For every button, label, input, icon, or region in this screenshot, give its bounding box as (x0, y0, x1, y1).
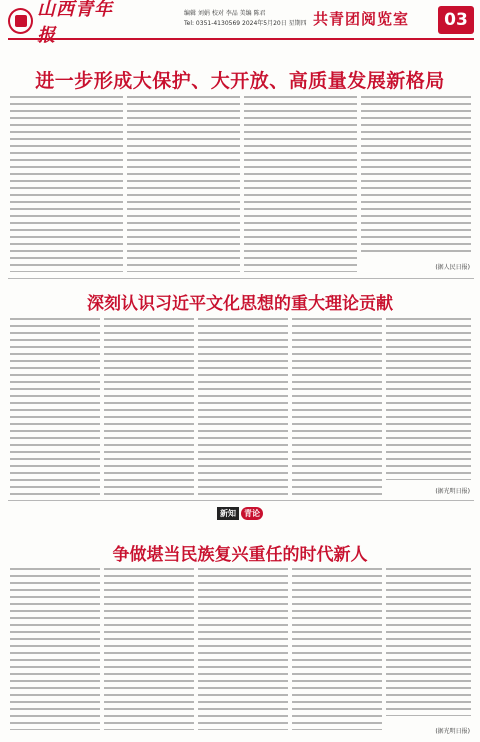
article2-col2 (104, 318, 194, 496)
article3-col1 (10, 568, 100, 730)
divider-1 (8, 278, 474, 279)
article2-col3 (198, 318, 288, 496)
article1-col2 (127, 96, 240, 272)
divider-2 (8, 500, 474, 501)
column-label-left: 新知 (217, 507, 239, 520)
article2-headline: 深刻认识习近平文化思想的重大理论贡献 (87, 294, 393, 314)
section-title: 共青团阅览室 (313, 10, 410, 28)
page-number: 03 (438, 6, 474, 34)
logo-seal-icon (8, 8, 33, 34)
logo-text: 山西青年报 (37, 0, 114, 46)
article2-col5 (386, 318, 471, 480)
newspaper-logo (8, 0, 128, 46)
article3-col3 (198, 568, 288, 730)
edition-info (184, 9, 312, 29)
article3-col4 (292, 568, 382, 730)
article3-headline: 争做堪当民族复兴重任的时代新人 (112, 545, 368, 565)
article2-source: (据光明日报) (435, 488, 470, 495)
article1-source: (据人民日报) (435, 264, 470, 271)
editor-credits: 编辑 刘娟 校对 李品 美编 陈君 (184, 10, 266, 17)
column-label-right: 青论 (241, 507, 263, 520)
article1-col3 (244, 96, 357, 272)
article3-source: (据光明日报) (435, 728, 470, 735)
date-line: Tel: 0351-4130569 2024年5月20日 星期四 (184, 20, 307, 27)
masthead (8, 0, 474, 46)
article1-col1 (10, 96, 123, 272)
article3-col2 (104, 568, 194, 730)
article1-headline: 进一步形成大保护、大开放、高质量发展新格局 (35, 70, 445, 92)
column-label (182, 505, 298, 521)
article1-col4 (361, 96, 471, 256)
article2-col4 (292, 318, 382, 496)
article3-col5 (386, 568, 471, 716)
article2-col1 (10, 318, 100, 496)
